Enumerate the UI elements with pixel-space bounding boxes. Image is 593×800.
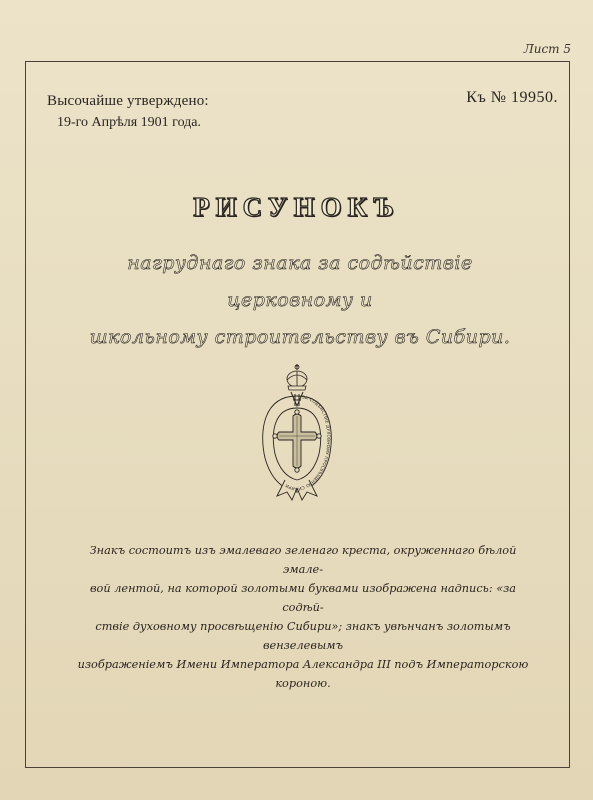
leaf-number: Лист 5 — [523, 42, 571, 56]
description-line-2: вой лентой, на которой золотыми буквами изображена надпись: «за содѣй- — [89, 582, 517, 614]
cross-icon — [273, 410, 321, 472]
badge-emblem-illustration — [257, 362, 337, 507]
approval-line-1: Высочайше утверждено: — [47, 93, 209, 109]
badge-description — [72, 541, 534, 693]
subtitle-line-1: нагруднаго знака за содѣйствіе церковному и — [127, 252, 473, 311]
page-title: РИСУНОКЪ — [193, 192, 400, 222]
description-line-5: короною. — [275, 677, 331, 690]
document-number: Къ № 19950. — [466, 89, 558, 106]
description-line-4: изображеніемъ Имени Императора Александра III подъ Императорскою — [77, 658, 529, 671]
approval-note — [47, 90, 209, 134]
monogram-icon — [291, 392, 303, 406]
approval-date: 19-го Апрѣля 1901 года. — [57, 115, 202, 130]
ribbon-inscription: ЗА СОДѢЙСТВІЕ ДУХОВНОМУ ПРОСВѢЩЕНІЮ СИБИРИ — [284, 394, 332, 493]
crown-icon — [287, 364, 307, 390]
description-line-3: ствіе духовному просвѣщенію Сибири»; знакъ увѣнчанъ золотымъ вензелевымъ — [95, 620, 511, 652]
page-subtitle — [80, 245, 520, 356]
subtitle-line-2: школьному строительству въ Сибири. — [89, 326, 511, 348]
description-line-1: Знакъ состоитъ изъ эмалеваго зеленаго креста, окруженнаго бѣлой эмале- — [89, 544, 517, 576]
